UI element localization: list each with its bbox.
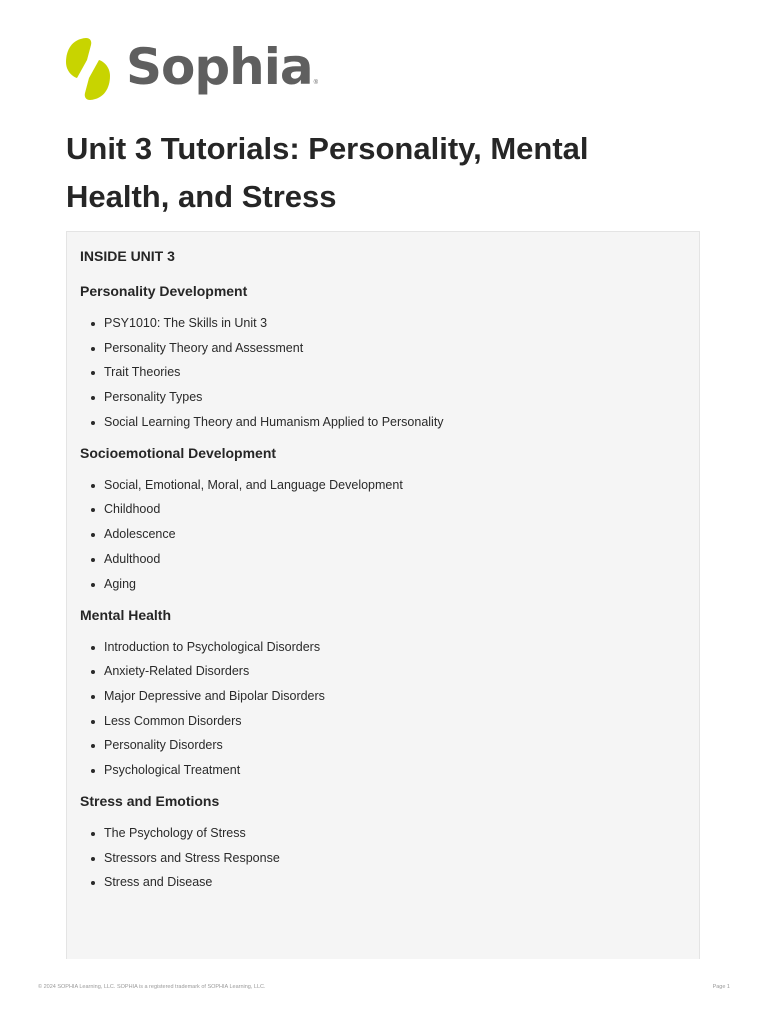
section-title-socioemotional-development: Socioemotional Development [80,444,277,461]
list-item: Stress and Disease [91,874,686,890]
topic-list-personality-development [80,315,686,430]
footer-copyright: © 2024 SOPHIA Learning, LLC. SOPHIA is a registered trademark of SOPHIA Learning, LLC. [38,984,266,990]
list-item: Personality Types [91,389,686,405]
list-item: Introduction to Psychological Disorders [91,639,686,655]
list-item: Social Learning Theory and Humanism Applied to Personality [91,414,686,430]
list-item: Social, Emotional, Moral, and Language Development [91,477,686,493]
section-title-mental-health: Mental Health [80,606,172,623]
list-item: Personality Theory and Assessment [91,340,686,356]
list-item: Aging [91,576,686,592]
unit-contents-heading: INSIDE UNIT 3 [80,248,175,264]
unit-contents-box [66,231,700,959]
sophia-logo [66,36,318,102]
sophia-logo-icon [66,36,110,102]
section-title-personality-development: Personality Development [80,283,248,299]
list-item: Personality Disorders [91,737,686,753]
list-item: Stressors and Stress Response [91,850,686,866]
page-title: Unit 3 Tutorials: Personality, Mental Health, and Stress [66,131,589,214]
list-item: Less Common Disorders [91,713,686,729]
list-item: Major Depressive and Bipolar Disorders [91,688,686,704]
topic-list-stress-and-emotions [80,825,686,890]
list-item: Trait Theories [91,364,686,380]
list-item: Psychological Treatment [91,762,686,778]
list-item: The Psychology of Stress [91,825,686,841]
logo-wordmark: Sophia [126,38,313,96]
list-item: Childhood [91,501,686,517]
list-item: Adolescence [91,526,686,542]
footer-page-number: Page 1 [712,984,730,990]
list-item: PSY1010: The Skills in Unit 3 [91,315,686,331]
registered-mark: ® [313,80,319,86]
topic-list-mental-health [80,639,686,778]
list-item: Anxiety-Related Disorders [91,663,686,679]
section-title-stress-and-emotions: Stress and Emotions [80,792,220,809]
list-item: Adulthood [91,551,686,567]
topic-list-socioemotional-development [80,477,686,592]
